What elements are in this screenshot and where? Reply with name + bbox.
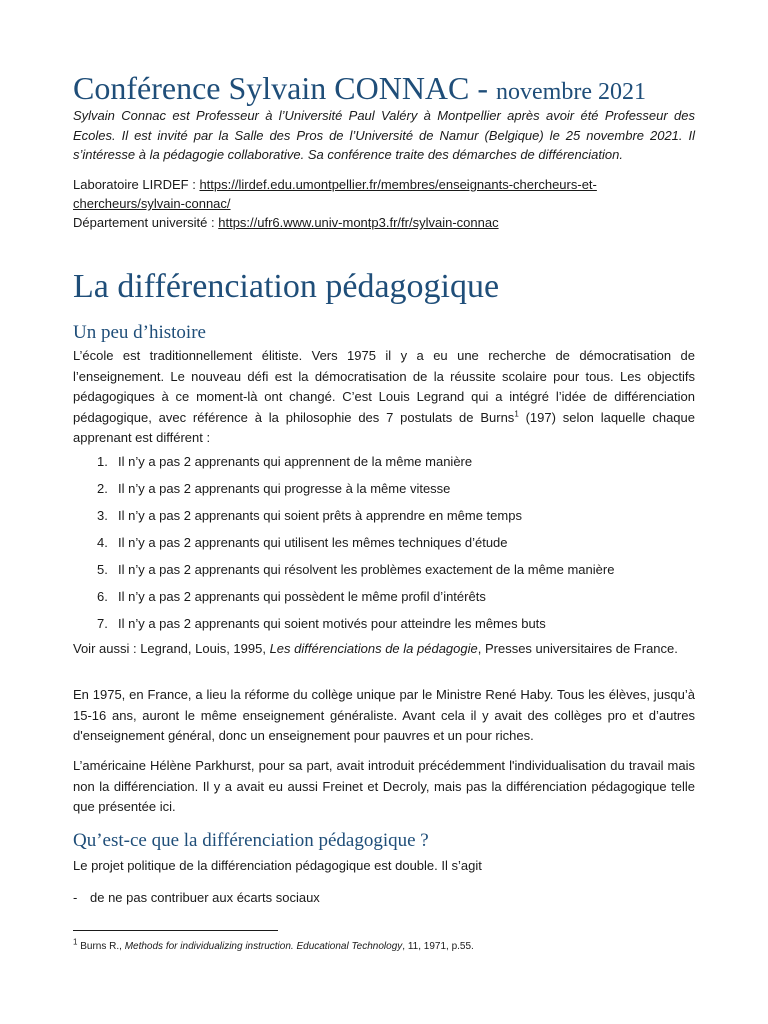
list-number: 3. xyxy=(97,508,108,523)
see-also-text: Voir aussi : Legrand, Louis, 1995, xyxy=(73,641,270,656)
history-text: L’école est traditionnellement élitiste. Vers 1975 il y a eu une recherche de démocratisation de l’enseignement. Le nouveau défi est la démocratisation de la réussite scolaire pour tous. Les objectifs pédagogiques à ce moment-là ont changé. C’est Louis Legrand qui a intégré l’idée de différenciation pédagogique, avec référence à la philosophie des 7 postulats de Burns xyxy=(73,348,695,425)
list-text: Il n’y a pas 2 apprenants qui soient motivés pour atteindre les mêmes buts xyxy=(118,616,546,631)
footnote-author: Burns R., xyxy=(77,941,125,952)
section-heading: La différenciation pédagogique xyxy=(73,268,500,305)
list-text: Il n’y a pas 2 apprenants qui progresse à la même vitesse xyxy=(118,481,451,496)
reference-links xyxy=(73,175,695,232)
bullet-item xyxy=(73,888,320,908)
footnote-ref: 1 xyxy=(514,409,519,419)
list-text: Il n’y a pas 2 apprenants qui utilisent les mêmes techniques d’étude xyxy=(118,535,508,550)
subheading-history: Un peu d’histoire xyxy=(73,322,206,343)
list-text: Il n’y a pas 2 apprenants qui possèdent le même profil d’intérêts xyxy=(118,589,486,604)
parkhurst-paragraph: L’américaine Hélène Parkhurst, pour sa part, avait introduit précédemment l'individualisation du travail mais non la différenciation. Il y a avait eu aussi Freinet et Decroly, mais pas la différenciation pédagogique telle que présentée ici. xyxy=(73,758,695,814)
footnote xyxy=(73,937,474,954)
footnote-divider xyxy=(73,930,278,931)
list-text: Il n’y a pas 2 apprenants qui soient prêts à apprendre en même temps xyxy=(118,508,522,523)
bullet-text: de ne pas contribuer aux écarts sociaux xyxy=(90,890,320,905)
definition-paragraph: Le projet politique de la différenciation pédagogique est double. Il s’agit xyxy=(73,858,482,873)
dept-link-line xyxy=(73,213,695,232)
list-number: 1. xyxy=(97,454,108,469)
lab-link[interactable]: https://lirdef.edu.umontpellier.fr/membres/enseignants-chercheurs-et-chercheurs/sylvain-connac/ xyxy=(73,177,597,211)
list-number: 2. xyxy=(97,481,108,496)
list-item xyxy=(97,560,697,587)
footnote-mark: 1 xyxy=(73,937,78,947)
see-also-paragraph xyxy=(73,639,695,660)
footnote-details: , 11, 1971, p.55. xyxy=(402,941,474,952)
list-number: 7. xyxy=(97,616,108,631)
dept-link[interactable]: https://ufr6.www.univ-montp3.fr/fr/sylvain-connac xyxy=(218,215,499,230)
history-text-end: (197) selon laquelle chaque apprenant est différent : xyxy=(73,409,696,445)
see-also-publisher: , Presses universitaires de France. xyxy=(477,641,678,656)
list-number: 4. xyxy=(97,535,108,550)
bullet-mark: - xyxy=(73,890,78,905)
intro-paragraph: Sylvain Connac est Professeur à l’Université Paul Valéry à Montpellier après avoir été Professeur des Ecoles. Il est invité par la Salle des Pros de l’Université de Namur (Belgique) le 25 novembre 2021. Il s’intéresse à la pédagogie collaborative. Sa conférence traite des démarches de différenciation. xyxy=(73,108,695,162)
conference-title xyxy=(73,70,646,107)
list-item xyxy=(97,452,697,479)
reform-paragraph: En 1975, en France, a lieu la réforme du collège unique par le Ministre René Haby. Tous les élèves, jusqu’à 15-16 ans, auront le même enseignement généraliste. Avant cela il y avait des collèges pro et d’autres d'enseignement général, donc un enseignement pour pauvres et un pour riches. xyxy=(73,687,695,743)
history-paragraph xyxy=(73,346,695,449)
list-number: 5. xyxy=(97,562,108,577)
list-text: Il n’y a pas 2 apprenants qui résolvent les problèmes exactement de la même manière xyxy=(118,562,615,577)
list-item xyxy=(97,533,697,560)
book-title: Les différenciations de la pédagogie xyxy=(269,641,478,656)
title-date: novembre 2021 xyxy=(496,79,646,105)
dept-label: Département université : xyxy=(73,215,219,230)
list-item xyxy=(97,614,697,641)
list-item xyxy=(97,587,697,614)
lab-label: Laboratoire LIRDEF : xyxy=(73,177,200,192)
subheading-definition: Qu’est-ce que la différenciation pédagogique ? xyxy=(73,830,429,851)
list-item xyxy=(97,479,697,506)
postulates-list xyxy=(97,452,697,641)
list-item xyxy=(97,506,697,533)
lab-link-line xyxy=(73,175,695,213)
list-text: Il n’y a pas 2 apprenants qui apprennent de la même manière xyxy=(118,454,473,469)
footnote-title: Methods for individualizing instruction. Educational Technology xyxy=(124,941,403,952)
title-main: Conférence Sylvain CONNAC - xyxy=(73,70,497,106)
list-number: 6. xyxy=(97,589,108,604)
